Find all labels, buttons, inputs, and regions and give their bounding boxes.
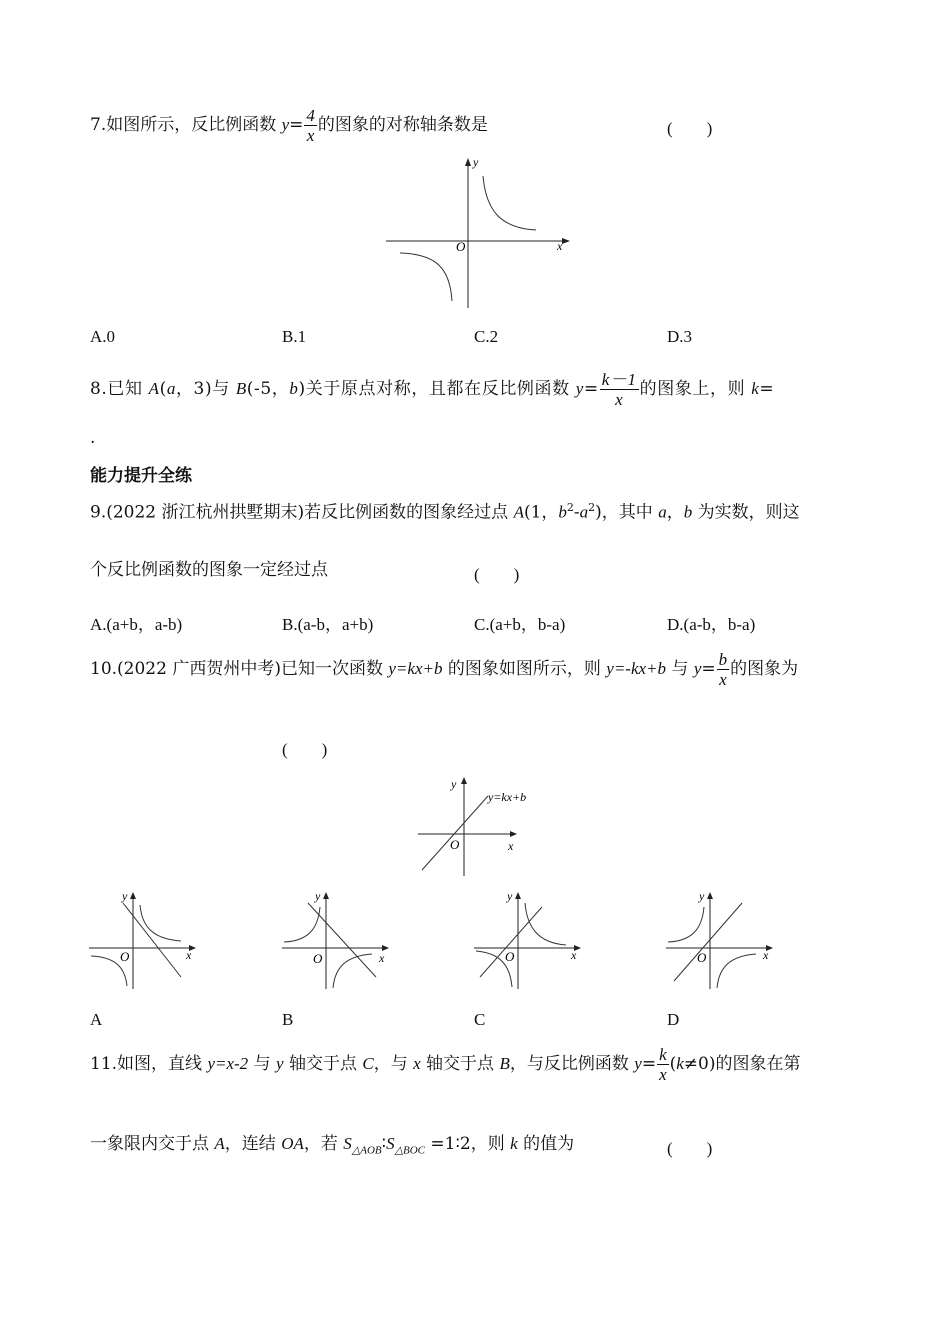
q9-text-3: - (573, 502, 580, 523)
q8-fraction (600, 370, 639, 409)
q10-main-line (422, 796, 488, 870)
q11-answer-paren: ( ) (667, 1139, 713, 1158)
q9-answer-paren: ( ) (474, 565, 520, 584)
q9-text-2: (1， (523, 502, 559, 523)
q10-choice-d-label[interactable]: D (667, 1010, 680, 1029)
q8-text-3: ，3)与 (175, 379, 236, 399)
q11-text-2: 与 (248, 1054, 276, 1074)
q10-b-label-y: y (315, 889, 321, 903)
q11-text-5: 轴交于点 (420, 1054, 500, 1074)
q10-eq-2: y=-kx+b (606, 659, 667, 678)
q11-l2-text-3: ，若 (303, 1134, 344, 1154)
section-title: 能力提升全练 (90, 466, 192, 486)
q7-label-o: O (456, 239, 466, 254)
q11-point-c: C (362, 1054, 374, 1073)
q10-d-label-o: O (697, 950, 707, 965)
q10-text-4: 的图象为 (730, 659, 799, 679)
q7-x-arrow (562, 238, 570, 244)
q10-b-label-x: x (379, 951, 385, 965)
q7-var-y: y (281, 115, 290, 134)
q10-text-3: 与 (666, 659, 694, 679)
q10-c-label-x: x (571, 948, 577, 962)
q10-b-y-arrow (323, 892, 329, 899)
q10-a-label-o: O (120, 949, 130, 964)
q11-text-6: ，与反比例函数 (509, 1054, 635, 1074)
q9-sup-2: 2 (588, 501, 596, 514)
q8-text-5: )关于原点对称，且都在反比例函数 (298, 379, 576, 399)
q11-sub-boc: △BOC (394, 1144, 426, 1157)
q8-text-2: ( (159, 379, 167, 399)
q11-text-8: ≠0)的图象在第 (683, 1054, 801, 1074)
q7-y-arrow (465, 158, 471, 166)
q8-point-a: A (148, 379, 160, 398)
q10-b-hyperbola-1 (284, 907, 320, 942)
q8-eq: = (583, 379, 599, 399)
q7-option-a[interactable]: A.0 (90, 327, 116, 346)
q10-choice-d-graph[interactable] (662, 885, 782, 995)
q11-var-y: y (276, 1054, 284, 1073)
q10-c-label-y: y (507, 889, 513, 903)
q10-text-1: 10.(2022 广西贺州中考)已知一次函数 (90, 659, 389, 679)
q10-c-label-o: O (505, 949, 515, 964)
q7-eq: = (289, 115, 304, 135)
q7-option-d[interactable]: D.3 (667, 327, 693, 346)
q9-text-5: ， (666, 502, 684, 523)
q8-text-7: = (759, 379, 775, 399)
q9-var-a: a (579, 502, 589, 522)
q8-text-1: 8.已知 (90, 379, 149, 399)
q9-var-a2: a (658, 502, 667, 522)
q10-choice-a-label[interactable]: A (90, 1010, 103, 1029)
q11-area-s1: S (343, 1134, 352, 1153)
q7-frac-num: 4 (306, 106, 315, 125)
q9-var-b2: b (683, 502, 693, 522)
q11-stem (90, 1045, 801, 1084)
q11-text-3: 轴交于点 (283, 1054, 363, 1074)
q10-d-y-arrow (707, 892, 713, 899)
q7-frac-den: x (306, 126, 315, 145)
q11-l2-text-1: 一象限内交于点 (90, 1134, 215, 1154)
q10-d-hyperbola-2 (717, 954, 756, 988)
q9-option-c[interactable]: C.(a+b，b-a) (474, 615, 566, 634)
q10-choice-b-label[interactable]: B (282, 1010, 294, 1029)
q10-main-label-y: y (451, 777, 457, 791)
q10-a-hyperbola-1 (140, 905, 181, 941)
q11-text-7: ( (669, 1054, 677, 1074)
q11-area-s2: S (386, 1134, 395, 1153)
q9-option-b[interactable]: B.(a-b，a+b) (282, 615, 374, 634)
q11-var-k2: k (510, 1134, 518, 1153)
q10-eq-1: y=kx+b (388, 659, 443, 678)
q10-a-y-arrow (130, 892, 136, 899)
q7-graph (380, 150, 580, 315)
q9-stem (90, 496, 800, 525)
q7-stem (90, 106, 488, 145)
q10-var-y: y (693, 659, 702, 678)
q9-sup-1: 2 (566, 501, 574, 514)
q9-point-a: A (513, 502, 524, 522)
q9-text-1: 9.(2022 浙江杭州拱墅期末)若反比例函数的图象经过点 (90, 502, 514, 523)
q9-option-d[interactable]: D.(a-b，b-a) (667, 615, 756, 634)
q10-a-label-x: x (186, 948, 192, 962)
q11-fraction (657, 1045, 669, 1084)
q10-c-line (480, 907, 542, 977)
q11-var-y2: y (634, 1054, 642, 1073)
q10-main-y-arrow (461, 777, 467, 784)
q11-text-1: 11.如图，直线 (90, 1054, 208, 1074)
q9-stem-line2: 个反比例函数的图象一定经过点 (90, 560, 328, 580)
q11-var-x: x (413, 1054, 421, 1073)
q8-var-a: a (166, 379, 176, 398)
q10-text-2: 的图象如图所示，则 (442, 659, 607, 679)
q11-eq: = (641, 1054, 657, 1074)
q11-point-b: B (499, 1054, 510, 1073)
q9-option-a[interactable]: A.(a+b，a-b) (90, 615, 183, 634)
q9-text-6: 为实数，则这 (692, 502, 800, 523)
q10-c-y-arrow (515, 892, 521, 899)
q7-fraction (304, 106, 317, 145)
q7-option-c[interactable]: C.2 (474, 327, 499, 346)
q11-l2-text-2: ，连结 (224, 1134, 282, 1154)
q10-fraction (717, 650, 730, 689)
q7-hyperbola-q1 (483, 176, 536, 230)
q7-option-b[interactable]: B.1 (282, 327, 307, 346)
q10-choice-b-graph[interactable] (278, 885, 398, 995)
q10-stem (90, 650, 798, 689)
q10-frac-num: b (718, 650, 728, 669)
q10-main-label-x: x (508, 839, 514, 853)
q8-frac-den: x (615, 390, 624, 409)
q8-point-b: B (235, 379, 247, 398)
q11-l2-text-5: 的值为 (517, 1134, 575, 1154)
q11-point-a: A (214, 1134, 225, 1153)
q8-blank-end: . (90, 428, 96, 448)
q11-frac-num: k (659, 1045, 667, 1064)
q8-var-b: b (289, 379, 299, 398)
q8-stem (90, 370, 774, 409)
q10-c-hyperbola-1 (525, 903, 566, 945)
q10-d-label-x: x (763, 948, 769, 962)
q7-text: 7.如图所示，反比例函数 (90, 115, 282, 135)
q8-var-y: y (575, 379, 584, 398)
q8-text-4: (-5， (246, 379, 290, 399)
q8-frac-num: k－1 (601, 370, 637, 389)
q10-choice-c-graph[interactable] (470, 885, 590, 995)
q9-var-b: b (558, 502, 567, 522)
q11-eq-1: y=x-2 (207, 1054, 249, 1073)
q10-main-line-label: y=kx+b (488, 790, 527, 804)
q10-d-hyperbola-1 (668, 907, 704, 942)
q9-text-4: )，其中 (595, 502, 659, 523)
q11-var-k: k (676, 1054, 684, 1073)
q10-d-line (674, 903, 742, 981)
q7-answer-paren: ( ) (667, 119, 713, 138)
q10-answer-paren: ( ) (282, 740, 328, 759)
q8-text-6: 的图象上，则 (639, 379, 752, 399)
q10-d-label-y: y (699, 889, 705, 903)
q10-main-graph (410, 770, 550, 880)
q10-main-x-arrow (510, 831, 517, 837)
q10-choice-c-label[interactable]: C (474, 1010, 486, 1029)
q11-text-4: ，与 (373, 1054, 414, 1074)
q7-label-y: y (473, 155, 479, 169)
q7-text-suffix: 的图象的对称轴条数是 (317, 115, 488, 135)
q8-var-k: k (751, 379, 760, 398)
q11-frac-den: x (659, 1065, 667, 1084)
q10-main-label-o: O (450, 837, 460, 852)
q10-eq: = (701, 659, 716, 679)
q11-colon: ∶ (381, 1134, 387, 1154)
q10-frac-den: x (719, 670, 727, 689)
q11-segment-oa: OA (281, 1134, 304, 1153)
q10-b-hyperbola-2 (333, 954, 372, 988)
q11-stem-line2 (90, 1132, 574, 1162)
q11-sub-aob: △AOB (351, 1144, 382, 1157)
q10-a-label-y: y (122, 889, 128, 903)
q7-label-x: x (557, 239, 563, 253)
q11-l2-text-4: =1∶2，则 (425, 1134, 511, 1154)
q10-b-label-o: O (313, 951, 323, 966)
q10-choice-a-graph[interactable] (85, 885, 205, 995)
q7-hyperbola-q3 (400, 253, 452, 301)
